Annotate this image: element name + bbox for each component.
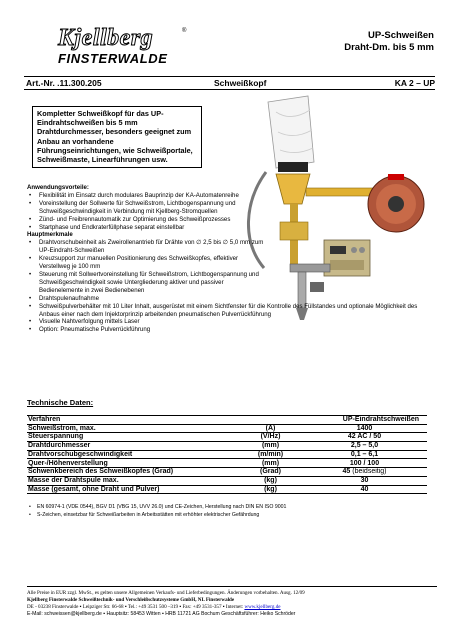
footer-website-link[interactable]: www.kjellberg.de [244, 604, 281, 610]
footer-ceo: Geschäftsführer: Heiko Schröder [221, 611, 296, 617]
table-header-row [27, 416, 427, 425]
list-item: • Startphase und Endkraterfüllphase separat einstellbar [27, 224, 267, 232]
row-value [302, 468, 427, 477]
table-row [27, 476, 427, 485]
row-value-number: 45 [342, 468, 351, 476]
footer-street: Leipziger Str. 66-68 [82, 604, 124, 610]
row-value-note: (beidseitig) [352, 468, 387, 476]
row-label: Masse (gesamt, ohne Draht und Pulver) [27, 485, 239, 494]
row-label: Quer-/Höhenverstellung [27, 459, 239, 468]
company-logo [58, 26, 208, 66]
article-name: Schweißkopf [214, 78, 267, 88]
list-item: • Kreuzsupport zur manuellen Positionierung des Schweißkopfes, effektiver Verstellweg je 100 mm [27, 255, 267, 271]
main-features-list [27, 239, 418, 334]
footer-internet-label: Internet: [225, 604, 244, 610]
list-item: • S-Zeichen, einsetzbar für Schweißarbeiten in Arbeitsstätten mit erhöhter elektrischer Gefährdung [27, 511, 437, 519]
table-row [27, 468, 427, 477]
tech-data-title: Technische Daten: [27, 398, 94, 407]
footer-phone: Tel.: +49 3531 500 –319 [127, 604, 179, 610]
article-model: KA 2 – UP [394, 78, 435, 88]
row-value: 100 / 100 [302, 459, 427, 468]
features-heading-main: Hauptmerkmale [27, 231, 73, 239]
logo-wordmark: Kjellberg [58, 25, 154, 51]
intro-box: Kompletter Schweißkopf für das UP-Eindrahtschweißen bis 5 mm Drahtdurchmesser, besonders geeignet zum Anbau an vorhandene Führungseinrichtungen, wie Schweißportale, Schweißmaste, Linearführungen usw. [32, 106, 202, 168]
row-unit: (A) [239, 424, 302, 433]
footer-email[interactable]: E-Mail: schweissen@kjellberg.de [27, 611, 102, 617]
list-item: • Drahtvorschubeinheit als Zweirollenantrieb für Drähte von ∅ 2,5 bis ∅ 5,0 mm zum UP-Eindraht-Schweißen [27, 239, 267, 255]
row-label: Schweißstrom, max. [27, 424, 239, 433]
list-item: • Visuelle Nahtverfolgung mittels Laser [27, 318, 432, 326]
row-unit: (mm) [239, 459, 302, 468]
row-unit: (kg) [239, 485, 302, 494]
standards-notes [27, 503, 437, 519]
list-item: • Schweißpulverbehälter mit 10 Liter Inhalt, ausgerüstet mit einem Sichtfenster für die Kontrolle des Füllstandes und optionale Möglichkeit des Anbaus einer nach dem Injektorprinzip arbeitenden pneumatischen Pulverrückführung [27, 303, 432, 319]
header-line-2: Draht-Dm. bis 5 mm [344, 42, 434, 53]
features-section [27, 184, 418, 334]
table-header-value: UP-Eindrahtschweißen [302, 416, 427, 425]
footer-headquarters: Hauptsitz: 58453 Witten [106, 611, 161, 617]
row-unit: (m/min) [239, 450, 302, 459]
row-unit: (Grad) [239, 468, 302, 477]
features-heading-advantages: Anwendungsvorteile: [27, 184, 89, 191]
row-label: Drahtvorschubgeschwindigkeit [27, 450, 239, 459]
row-value: 1400 [302, 424, 427, 433]
row-label: Schwenkbereich des Schweißkopfes (Grad) [27, 468, 239, 477]
footer-contact: DE - 03238 Finsterwalde ▪ Leipziger Str. 66-68 ▪ Tel.: +49 3531 500 –319 ▪ Fax: +49 3531-357 ▪ Internet: www.kjellberg.de [27, 604, 281, 610]
registered-mark: ® [182, 28, 187, 34]
footer-fax: Fax: +49 3531-357 [182, 604, 222, 610]
list-item: • Zünd- und Freibrennautomatik zur Optimierung des Schweißprozesses [27, 216, 267, 224]
table-row [27, 424, 427, 433]
tech-data-table [27, 415, 427, 494]
footer-terms: Alle Preise in EUR zzgl. MwSt., es gelten unsere Allgemeinen Verkaufs- und Lieferbedingungen. Änderungen vorbehalten. Ausg. 12/09 [27, 590, 305, 596]
advantages-list [27, 192, 267, 232]
row-unit: (V/Hz) [239, 433, 302, 442]
row-label: Masse der Drahtspule max. [27, 476, 239, 485]
table-row [27, 450, 427, 459]
row-value: 42 AC / 50 [302, 433, 427, 442]
article-number: Art.-Nr. .11.300.205 [26, 78, 102, 88]
footer-company: Kjellberg Finsterwalde Schweißtechnik- und Verschleißschutzsysteme GmbH, NL Finsterwalde [27, 597, 235, 603]
footer-registry: E-Mail: schweissen@kjellberg.de ▪ Hauptsitz: 58453 Witten ▪ HRB 11721 AG Bochum Geschäftsführer: Heiko Schröder [27, 611, 296, 617]
row-value: 40 [302, 485, 427, 494]
row-label: Drahtdurchmesser [27, 442, 239, 451]
list-item: • EN 60974-1 (VDE 0544), BGV D1 (VBG 15, UVV 26.0) und CE-Zeichen, Herstellung nach DIN EN ISO 9001 [27, 503, 437, 511]
footer [27, 586, 437, 618]
list-item: • Option: Pneumatische Pulverrückführung [27, 326, 432, 334]
table-row [27, 459, 427, 468]
table-row [27, 485, 427, 494]
row-value: 30 [302, 476, 427, 485]
footer-register: HRB 11721 AG Bochum [165, 611, 220, 617]
article-bar [24, 76, 435, 90]
list-item: • Drahtspulenaufnahme [27, 295, 267, 303]
row-value: 0,1 – 6,1 [302, 450, 427, 459]
list-item: • Flexibilität im Einsatz durch modulares Bauprinzip der KA-Automatenreihe [27, 192, 267, 200]
header-category [344, 30, 434, 54]
list-item: • Voreinstellung der Sollwerte für Schweißstrom, Lichtbogenspannung und Schweißgeschwindigkeit in Verbindung mit Kjellberg-Stromquellen [27, 200, 267, 216]
footer-address: DE - 03238 Finsterwalde [27, 604, 79, 610]
table-row [27, 442, 427, 451]
row-unit: (mm) [239, 442, 302, 451]
list-item: • Steuerung mit Sollwertvoreinstellung für Schweißstrom, Lichtbogenspannung und Schweißgeschwindigkeit sowie Untergliederung aktiver und passiver Bedienelemente in zwei Bedienebenen [27, 271, 267, 295]
row-value: 2,5 – 5,0 [302, 442, 427, 451]
logo-subtitle: FINSTERWALDE [58, 51, 168, 66]
table-row [27, 433, 427, 442]
row-unit: (kg) [239, 476, 302, 485]
table-header-label: Verfahren [27, 416, 302, 425]
header-line-1: UP-Schweißen [368, 30, 434, 41]
row-label: Steuerspannung [27, 433, 239, 442]
